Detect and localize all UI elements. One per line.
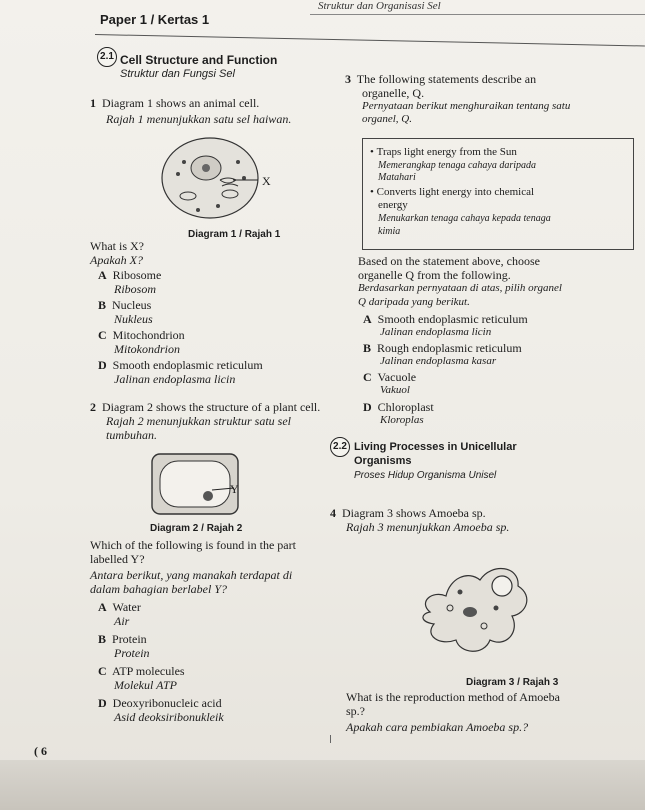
q2-option-b-ms: Protein — [114, 646, 150, 660]
q3-statement-2-ms-1: Menukarkan tenaga cahaya kepada tenaga — [378, 213, 551, 224]
q2-question-en-1: Which of the following is found in the part — [90, 538, 296, 552]
animal-cell-diagram — [158, 132, 276, 224]
q3-statement-1-ms-2: Matahari — [378, 172, 416, 183]
q3-option-b-ms: Jalinan endoplasma kasar — [380, 355, 497, 367]
q3-option-a[interactable]: A Smooth endoplasmic reticulum — [363, 312, 528, 326]
q4-question-en-2: sp.? — [346, 704, 365, 718]
q1-option-c-ms: Mitokondrion — [114, 342, 180, 356]
q2-question-en-2: labelled Y? — [90, 552, 145, 566]
section-2-1-subtitle: Struktur dan Fungsi Sel — [120, 68, 235, 80]
header-rule — [310, 14, 645, 15]
q3-stem-en-1: 3 The following statements describe an — [345, 72, 537, 86]
header-divider — [95, 34, 645, 47]
nucleus-dot — [203, 491, 213, 501]
q3-option-b[interactable]: B Rough endoplasmic reticulum — [363, 341, 522, 355]
plant-cell-diagram — [150, 452, 260, 518]
section-2-2-subtitle: Proses Hidup Organisma Unisel — [354, 470, 497, 481]
q4-question-ms: Apakah cara pembiakan Amoeba sp.? — [346, 720, 529, 734]
q1-stem-en: 1 Diagram 1 shows an animal cell. — [90, 96, 260, 110]
q1-stem-ms: Rajah 1 menunjukkan satu sel haiwan. — [106, 112, 292, 126]
section-2-2-badge: 2.2 — [330, 437, 350, 457]
q1-option-b[interactable]: B Nucleus — [98, 298, 152, 312]
q1-option-a-ms: Ribosom — [114, 282, 156, 296]
q2-option-c-ms: Molekul ATP — [114, 678, 177, 692]
column-divider — [330, 735, 331, 743]
q3-option-d[interactable]: D Chloroplast — [363, 400, 434, 414]
q3-statement-2-en-1: • Converts light energy into chemical — [370, 186, 535, 198]
page-bottom-shadow — [0, 760, 645, 810]
q3-option-c-ms: Vakuol — [380, 384, 410, 396]
q2-option-a-ms: Air — [114, 614, 130, 628]
q3-prompt-ms-2: Q daripada yang berikut. — [358, 296, 470, 308]
q1-option-b-ms: Nukleus — [114, 312, 153, 326]
amoeba-nucleus — [463, 607, 477, 617]
q3-stem-en-2: organelle, Q. — [362, 86, 425, 100]
q1-option-d-ms: Jalinan endoplasma licin — [114, 372, 236, 386]
q3-statement-2-en-2: energy — [378, 199, 408, 211]
q1-question-en: What is X? — [90, 239, 144, 253]
q2-option-a[interactable]: A Water — [98, 600, 141, 614]
chapter-header: Struktur dan Organisasi Sel — [318, 0, 441, 12]
q1-option-a[interactable]: A Ribosome — [98, 268, 162, 282]
amoeba-diagram — [410, 556, 540, 662]
page-number: ( 6 — [34, 744, 47, 758]
label-y: Y — [230, 482, 239, 496]
q1-option-d[interactable]: D Smooth endoplasmic reticulum — [98, 358, 263, 372]
q1-question-ms: Apakah X? — [90, 253, 143, 267]
q3-stem-ms-1: Pernyataan berikut menghuraikan tentang satu — [362, 100, 571, 112]
section-2-1-title: Cell Structure and Function — [120, 53, 278, 67]
section-2-2-title-1: Living Processes in Unicellular — [354, 441, 517, 453]
q3-prompt-en-1: Based on the statement above, choose — [358, 254, 540, 268]
q3-stem-ms-2: organel, Q. — [362, 113, 413, 125]
q4-question-en-1: What is the reproduction method of Amoeba — [346, 690, 560, 704]
q2-question-ms-1: Antara berikut, yang manakah terdapat di — [90, 568, 293, 582]
q1-option-c[interactable]: C Mitochondrion — [98, 328, 185, 342]
q2-question-ms-2: dalam bahagian berlabel Y? — [90, 582, 227, 596]
section-2-1-badge: 2.1 — [97, 47, 117, 67]
q2-option-c[interactable]: C ATP molecules — [98, 664, 185, 678]
q2-stem-ms-2: tumbuhan. — [106, 428, 157, 442]
q4-caption: Diagram 3 / Rajah 3 — [466, 677, 559, 688]
section-2-2-title-2: Organisms — [354, 455, 412, 467]
q3-option-c[interactable]: C Vacuole — [363, 370, 417, 384]
q2-option-d-ms: Asid deoksiribonukleik — [114, 710, 224, 724]
q1-caption: Diagram 1 / Rajah 1 — [188, 229, 281, 240]
q2-stem-en: 2 Diagram 2 shows the structure of a plant cell. — [90, 400, 321, 414]
q3-statement-1-ms-1: Memerangkap tenaga cahaya daripada — [378, 160, 537, 171]
q2-caption: Diagram 2 / Rajah 2 — [150, 523, 243, 534]
q4-stem-en: 4 Diagram 3 shows Amoeba sp. — [330, 506, 486, 520]
q3-prompt-ms-1: Berdasarkan pernyataan di atas, pilih organel — [358, 282, 562, 294]
q2-stem-ms-1: Rajah 2 menunjukkan struktur satu sel — [106, 414, 291, 428]
paper-label: Paper 1 / Kertas 1 — [100, 12, 210, 27]
vacuole-shape — [160, 461, 230, 507]
q3-option-a-ms: Jalinan endoplasma licin — [380, 326, 492, 338]
q2-option-d[interactable]: D Deoxyribonucleic acid — [98, 696, 222, 710]
nucleolus-shape — [202, 164, 210, 172]
label-x: X — [262, 174, 271, 188]
q3-statement-1-en: • Traps light energy from the Sun — [370, 146, 517, 158]
q4-stem-ms: Rajah 3 menunjukkan Amoeba sp. — [346, 520, 510, 534]
q3-prompt-en-2: organelle Q from the following. — [358, 268, 511, 282]
q3-statement-2-ms-2: kimia — [378, 226, 401, 237]
contractile-vacuole — [492, 576, 512, 596]
q3-option-d-ms: Kloroplas — [380, 414, 424, 426]
q2-option-b[interactable]: B Protein — [98, 632, 147, 646]
